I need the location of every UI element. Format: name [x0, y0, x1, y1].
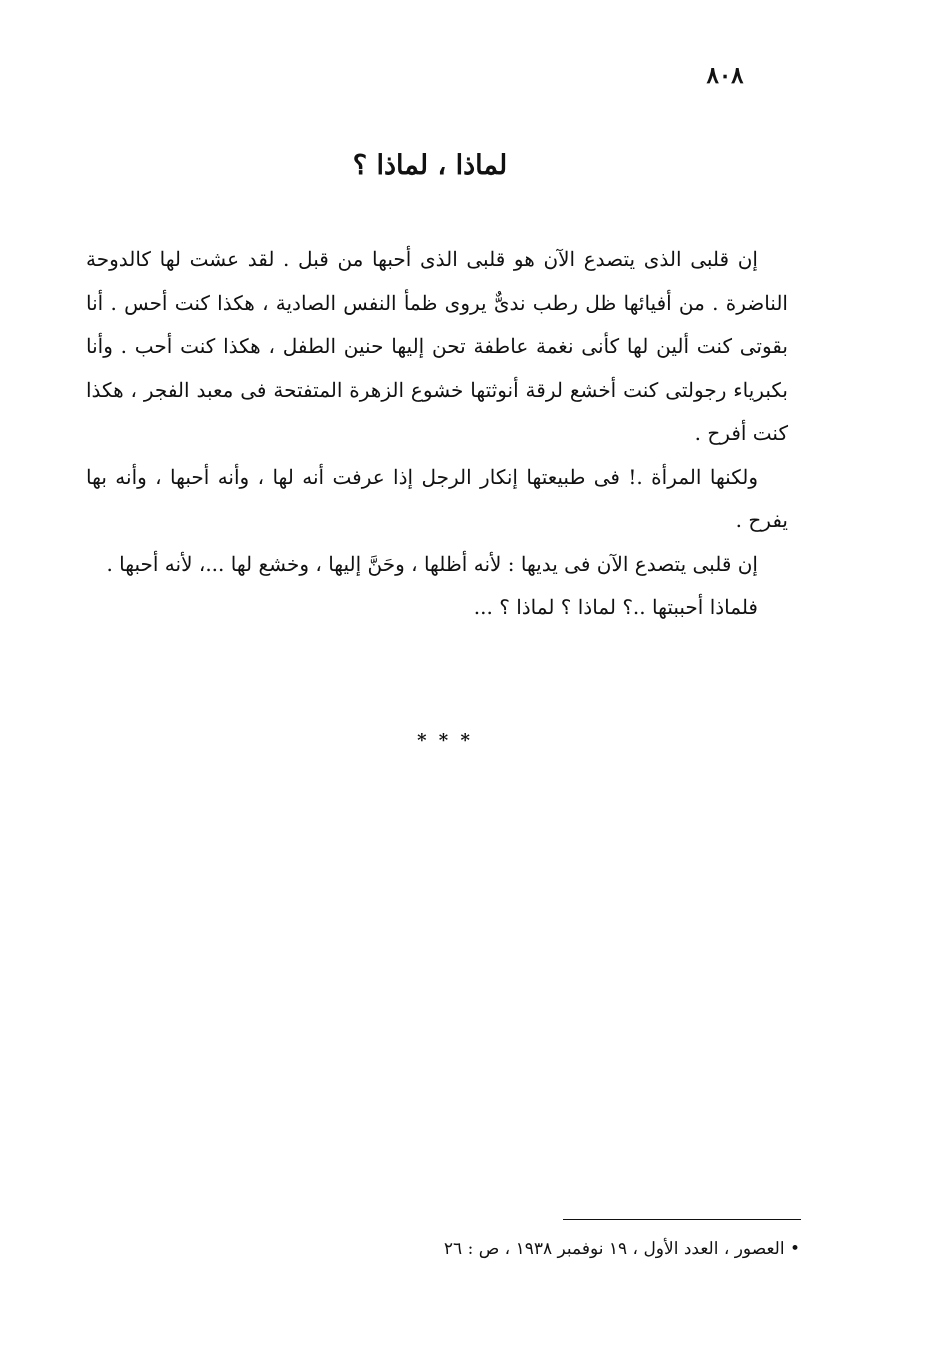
- paragraph: فلماذا أحببتها ..؟ لماذا ؟ لماذا ؟ ...: [473, 595, 758, 619]
- article-title: لماذا ، لماذا ؟: [352, 150, 508, 181]
- page-number: ٨٠٨: [706, 62, 744, 89]
- footnote: • العصور ، العدد الأول ، ١٩ نوفمبر ١٩٣٨ ، ص : ٢٦: [443, 1239, 800, 1259]
- footnote-divider: [563, 1219, 801, 1220]
- paragraph: إن قلبى يتصدع الآن فى يديها : لأنه أظلها ، وحَنَّ إليها ، وخشع لها ...، لأنه أحبها .: [106, 551, 758, 576]
- article-body: [86, 238, 788, 630]
- section-separator: * * *: [417, 730, 473, 751]
- paragraph: إن قلبى الذى يتصدع الآن هو قلبى الذى أحبها من قبل . لقد عشت لها كالدوحة الناضرة . من أفيائها ظل رطب ندىٌّ يروى ظمأ النفس الصادية ، هكذا كنت أحس . أنا بقوتى كنت ألين لها كأنى نغمة عاطفة تحن إليها حنين الطفل ، هكذا كنت أحب . وأنا بكبرياء رجولتى كنت أخشع لرقة أنوثتها خشوع الزهرة المتفتحة فى معبد الفجر ، هكذا كنت أفرح .: [86, 247, 788, 445]
- paragraph: ولكنها المرأة .! فى طبيعتها إنكار الرجل إذا عرفت أنه لها ، وأنه أحبها ، وأنه بها يفرح .: [86, 464, 788, 532]
